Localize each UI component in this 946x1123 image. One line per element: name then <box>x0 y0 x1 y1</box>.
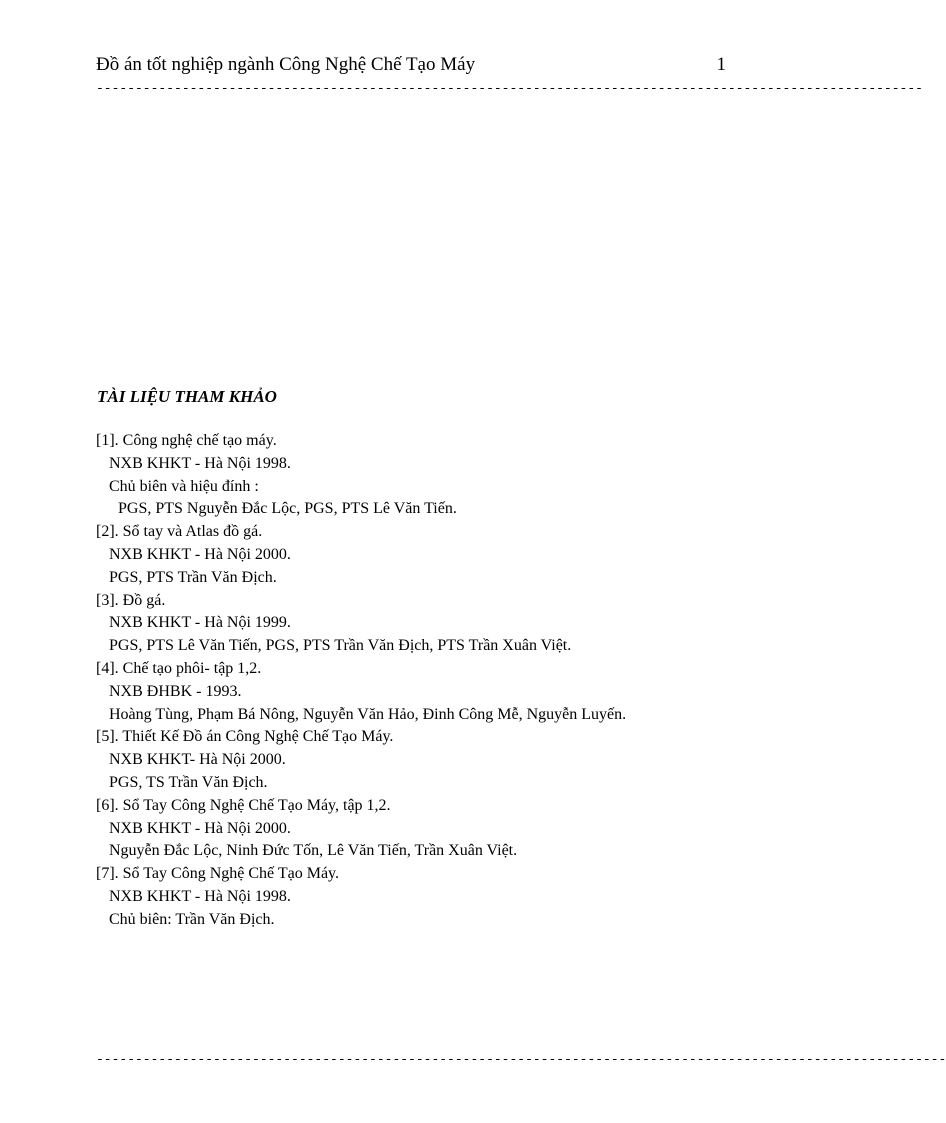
reference-detail: NXB KHKT - Hà Nội 1998. <box>109 887 291 905</box>
reference-detail: PGS, PTS Lê Văn Tiến, PGS, PTS Trần Văn Địch, PTS Trần Xuân Việt. <box>109 637 572 655</box>
page-header <box>96 52 732 82</box>
reference-detail: PGS, PTS Trần Văn Địch. <box>109 568 277 586</box>
reference-title: [7]. Sổ Tay Công Nghệ Chế Tạo Máy. <box>96 865 339 883</box>
reference-detail: Nguyễn Đắc Lộc, Ninh Đức Tốn, Lê Văn Tiến, Trần Xuân Việt. <box>109 842 518 860</box>
reference-detail: NXB KHKT - Hà Nội 1998. <box>109 454 291 472</box>
reference-detail: Hoàng Tùng, Phạm Bá Nông, Nguyễn Văn Hảo, Đinh Công Mễ, Nguyễn Luyến. <box>109 705 627 723</box>
reference-detail: PGS, TS Trần Văn Địch. <box>109 773 268 791</box>
reference-list <box>96 430 756 932</box>
header-title: Đồ án tốt nghiệp ngành Công Nghệ Chế Tạo Máy <box>96 54 476 75</box>
reference-detail: Chủ biên và hiệu đính : <box>109 477 259 495</box>
reference-detail: NXB KHKT - Hà Nội 2000. <box>109 819 291 837</box>
reference-detail: NXB ĐHBK - 1993. <box>109 682 242 700</box>
reference-title: [2]. Sổ tay và Atlas đồ gá. <box>96 523 263 541</box>
reference-title: [1]. Công nghệ chế tạo máy. <box>96 432 277 449</box>
reference-title: [6]. Sổ Tay Công Nghệ Chế Tạo Máy, tập 1,2. <box>96 796 391 814</box>
header-dashed-rule: ---------------------------------------------------------------------------------------------------------- <box>96 81 923 96</box>
page-number: 1 <box>716 54 726 75</box>
reference-detail: NXB KHKT - Hà Nội 1999. <box>109 614 291 632</box>
reference-detail: Chủ biên: Trần Văn Địch. <box>109 910 275 928</box>
footer-dashed-rule: ------------------------------------------------------------------------------------------------------------- <box>96 1052 946 1067</box>
reference-detail: NXB KHKT- Hà Nội 2000. <box>109 751 286 769</box>
reference-title: [3]. Đồ gá. <box>96 591 166 609</box>
reference-title: [5]. Thiết Kế Đồ án Công Nghệ Chế Tạo Máy. <box>96 728 394 746</box>
reference-detail: NXB KHKT - Hà Nội 2000. <box>109 545 291 563</box>
reference-detail: PGS, PTS Nguyễn Đắc Lộc, PGS, PTS Lê Văn Tiến. <box>118 500 457 518</box>
section-title: TÀI LIỆU THAM KHẢO <box>97 387 277 406</box>
reference-title: [4]. Chế tạo phôi- tập 1,2. <box>96 659 262 677</box>
